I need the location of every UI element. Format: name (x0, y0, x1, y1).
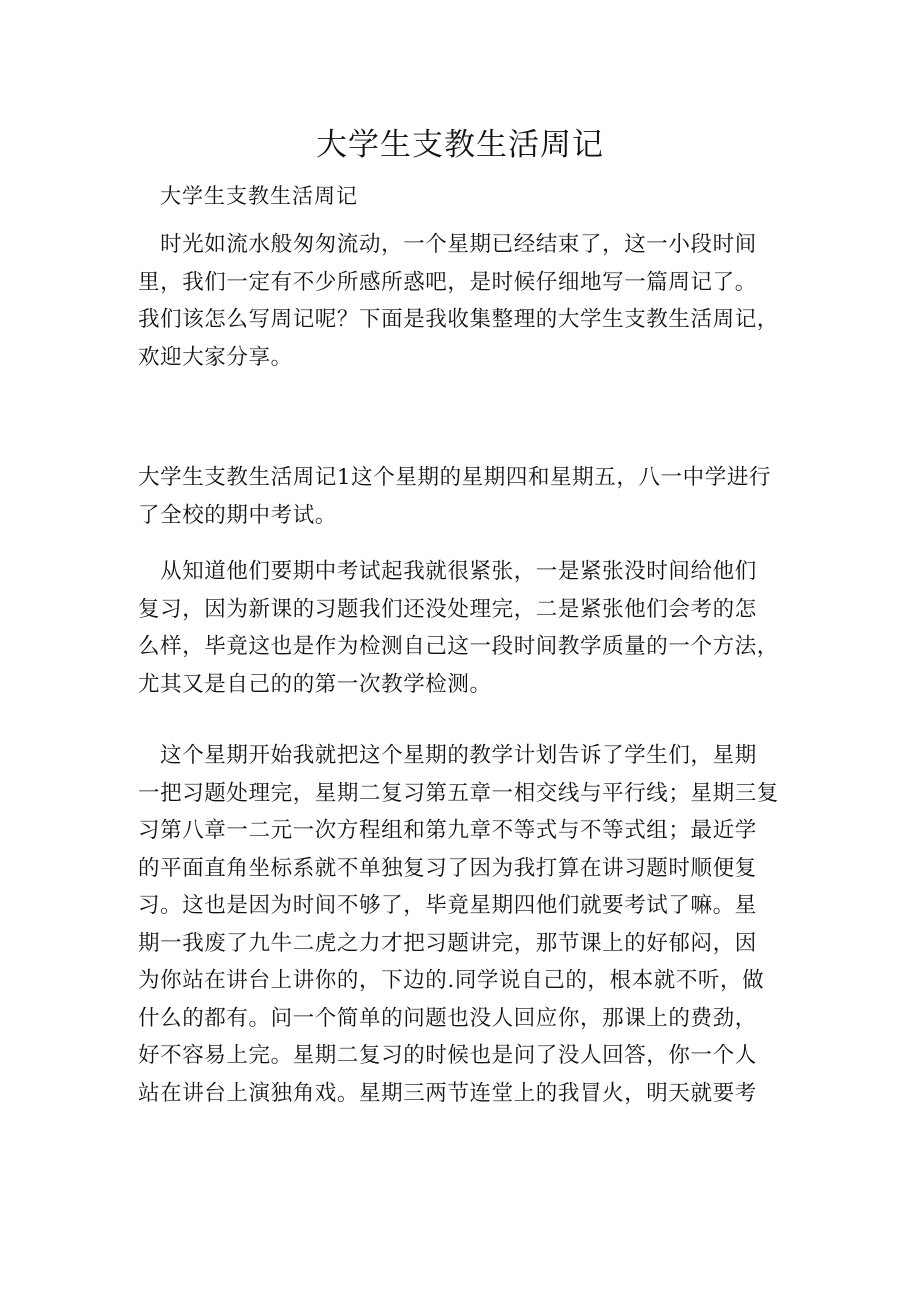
paragraph-line: 期一我废了九牛二虎之力才把习题讲完，那节课上的好郁闷，因 (138, 930, 757, 956)
paragraph-line: 我们该怎么写周记呢？下面是我收集整理的大学生支教生活周记， (138, 307, 779, 332)
paragraph-line: 复习，因为新课的习题我们还没处理完，二是紧张他们会考的怎 (138, 596, 757, 622)
paragraph-line: 一把习题处理完，星期二复习第五章一相交线与平行线；星期三复 (138, 780, 779, 806)
paragraph-line: 习。这也是因为时间不够了，毕竟星期四他们就要考试了嘛。星 (138, 893, 757, 918)
paragraph-weekly-plan (138, 737, 788, 1112)
paragraph-exam-anxiety (138, 553, 788, 703)
paragraph-journal-1-opening (138, 459, 788, 534)
paragraph-line: 为你站在讲台上讲你的，下边的.同学说自己的，根本就不听，做 (138, 968, 765, 993)
document-title: 大学生支教生活周记 (316, 127, 604, 163)
paragraph-line: 的平面直角坐标系就不单独复习了因为我打算在讲习题时顺便复 (138, 855, 757, 881)
paragraph-line: 欢迎大家分享。 (138, 344, 293, 370)
document-subtitle: 大学生支教生活周记 (160, 184, 358, 208)
paragraph-line: 什么的都有。问一个简单的问题也没人回应你，那课上的费劲， (138, 1005, 757, 1031)
paragraph-line: 了全校的期中考试。 (138, 502, 337, 528)
paragraph-line: 么样，毕竟这也是作为检测自己这一段时间教学质量的一个方法， (138, 634, 779, 659)
paragraph-line: 这个星期开始我就把这个星期的教学计划告诉了学生们，星期 (138, 743, 757, 768)
paragraph-line: 时光如流水般匆匆流动，一个星期已经结束了，这一小段时间 (138, 232, 757, 257)
paragraph-line: 里，我们一定有不少所感所惑吧，是时候仔细地写一篇周记了。 (138, 269, 757, 295)
paragraph-line: 从知道他们要期中考试起我就很紧张，一是紧张没时间给他们 (138, 559, 757, 584)
paragraph-line: 习第八章一二元一次方程组和第九章不等式与不等式组；最近学 (138, 818, 757, 843)
paragraph-line: 尤其又是自己的的第一次教学检测。 (138, 671, 492, 697)
paragraph-line: 大学生支教生活周记1这个星期的星期四和星期五，八一中学进行 (138, 465, 772, 490)
paragraph-line: 站在讲台上演独角戏。星期三两节连堂上的我冒火，明天就要考 (138, 1080, 757, 1106)
paragraph-intro (138, 226, 788, 376)
paragraph-line: 好不容易上完。星期二复习的时候也是问了没人回答，你一个人 (138, 1043, 757, 1068)
